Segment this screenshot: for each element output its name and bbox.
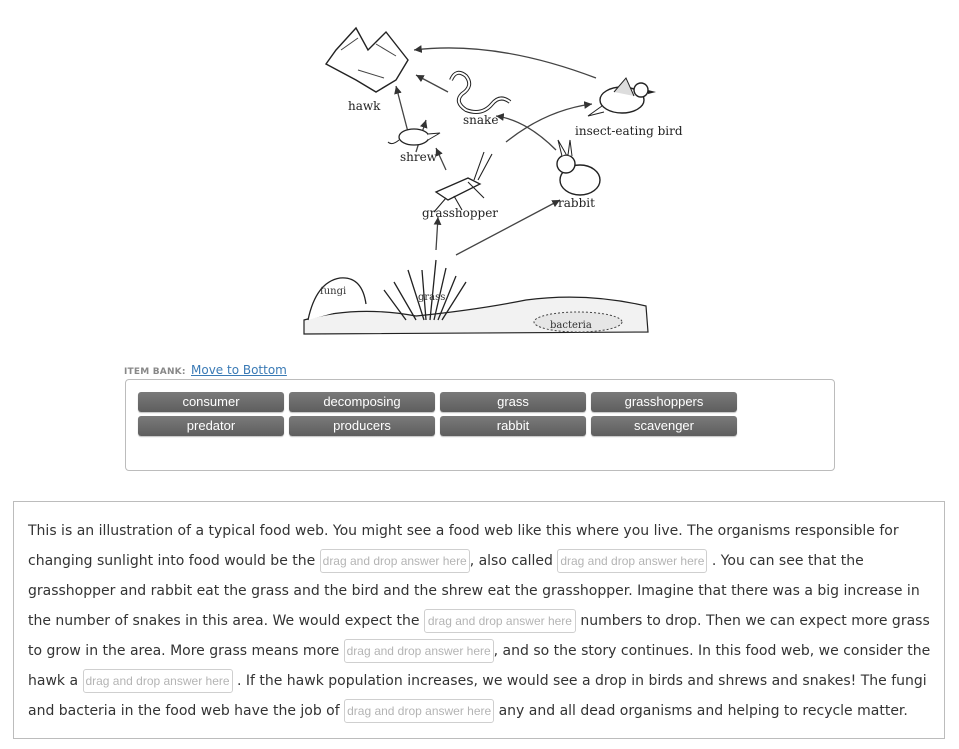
grasshopper-drawing — [434, 152, 492, 212]
drop-zone-5[interactable]: drag and drop answer here — [83, 669, 233, 693]
label-insect-eating-bird: insect-eating bird — [575, 124, 683, 138]
drop-zone-1[interactable]: drag and drop answer here — [320, 549, 470, 573]
story-segment-1: This is an illustration of a typical food web. You might see a food web like this where you live. The organisms responsible for changing sunlight into food would be the — [28, 523, 899, 569]
story-segment-4: numbers to drop. Then we can expect more grass to grow in the area. More grass means more — [28, 613, 930, 659]
drop-zone-3[interactable]: drag and drop answer here — [424, 609, 576, 633]
insect-eating-bird-drawing — [588, 78, 656, 116]
story-segment-5: , and so the story continues. In this food web, we consider the hawk a — [28, 643, 931, 689]
label-hawk: hawk — [348, 99, 381, 113]
bank-item-decomposing[interactable]: decomposing — [289, 392, 435, 412]
move-to-bottom-link[interactable]: Move to Bottom — [191, 363, 287, 377]
bank-item-rabbit[interactable]: rabbit — [440, 416, 586, 436]
drop-zone-4[interactable]: drag and drop answer here — [344, 639, 494, 663]
bank-item-producers[interactable]: producers — [289, 416, 435, 436]
food-web-illustration — [296, 20, 683, 350]
bank-item-scavenger[interactable]: scavenger — [591, 416, 737, 436]
story-panel — [13, 501, 945, 739]
shrew-drawing — [388, 129, 440, 145]
story-segment-6: . If the hawk population increases, we would see a drop in birds and shrews and snakes! The fungi and bacteria in the food web have the job of — [28, 673, 927, 719]
story-segment-2: , also called — [469, 553, 553, 569]
drop-zone-6[interactable]: drag and drop answer here — [344, 699, 494, 723]
rabbit-drawing — [557, 140, 600, 195]
label-grasshopper: grasshopper — [422, 206, 499, 220]
bank-item-consumer[interactable]: consumer — [138, 392, 284, 412]
label-snake: snake — [463, 113, 499, 127]
story-text — [28, 516, 936, 726]
item-bank-header — [124, 363, 287, 377]
item-bank — [125, 379, 835, 471]
item-bank-heading: ITEM BANK: — [124, 367, 186, 377]
label-rabbit: rabbit — [558, 196, 595, 210]
drop-zone-2[interactable]: drag and drop answer here — [557, 549, 707, 573]
label-fungi: fungi — [320, 286, 347, 297]
story-segment-7: any and all dead organisms and helping to recycle matter. — [498, 703, 908, 719]
label-shrew: shrew — [400, 150, 437, 164]
bank-item-grasshoppers[interactable]: grasshoppers — [591, 392, 737, 412]
bank-item-grass[interactable]: grass — [440, 392, 586, 412]
ground-drawing — [304, 260, 648, 334]
story-segment-3: . You can see that the grasshopper and rabbit eat the grass and the bird and the shrew eat the grasshopper. Imagine that there was a big increase in the number of snakes in this area. We would expect the — [28, 553, 920, 629]
snake-drawing — [451, 73, 510, 112]
label-bacteria: bacteria — [550, 320, 592, 331]
hawk-drawing — [326, 28, 408, 92]
food-web-svg — [296, 20, 683, 350]
label-grass: grass — [418, 292, 446, 303]
bank-item-predator[interactable]: predator — [138, 416, 284, 436]
